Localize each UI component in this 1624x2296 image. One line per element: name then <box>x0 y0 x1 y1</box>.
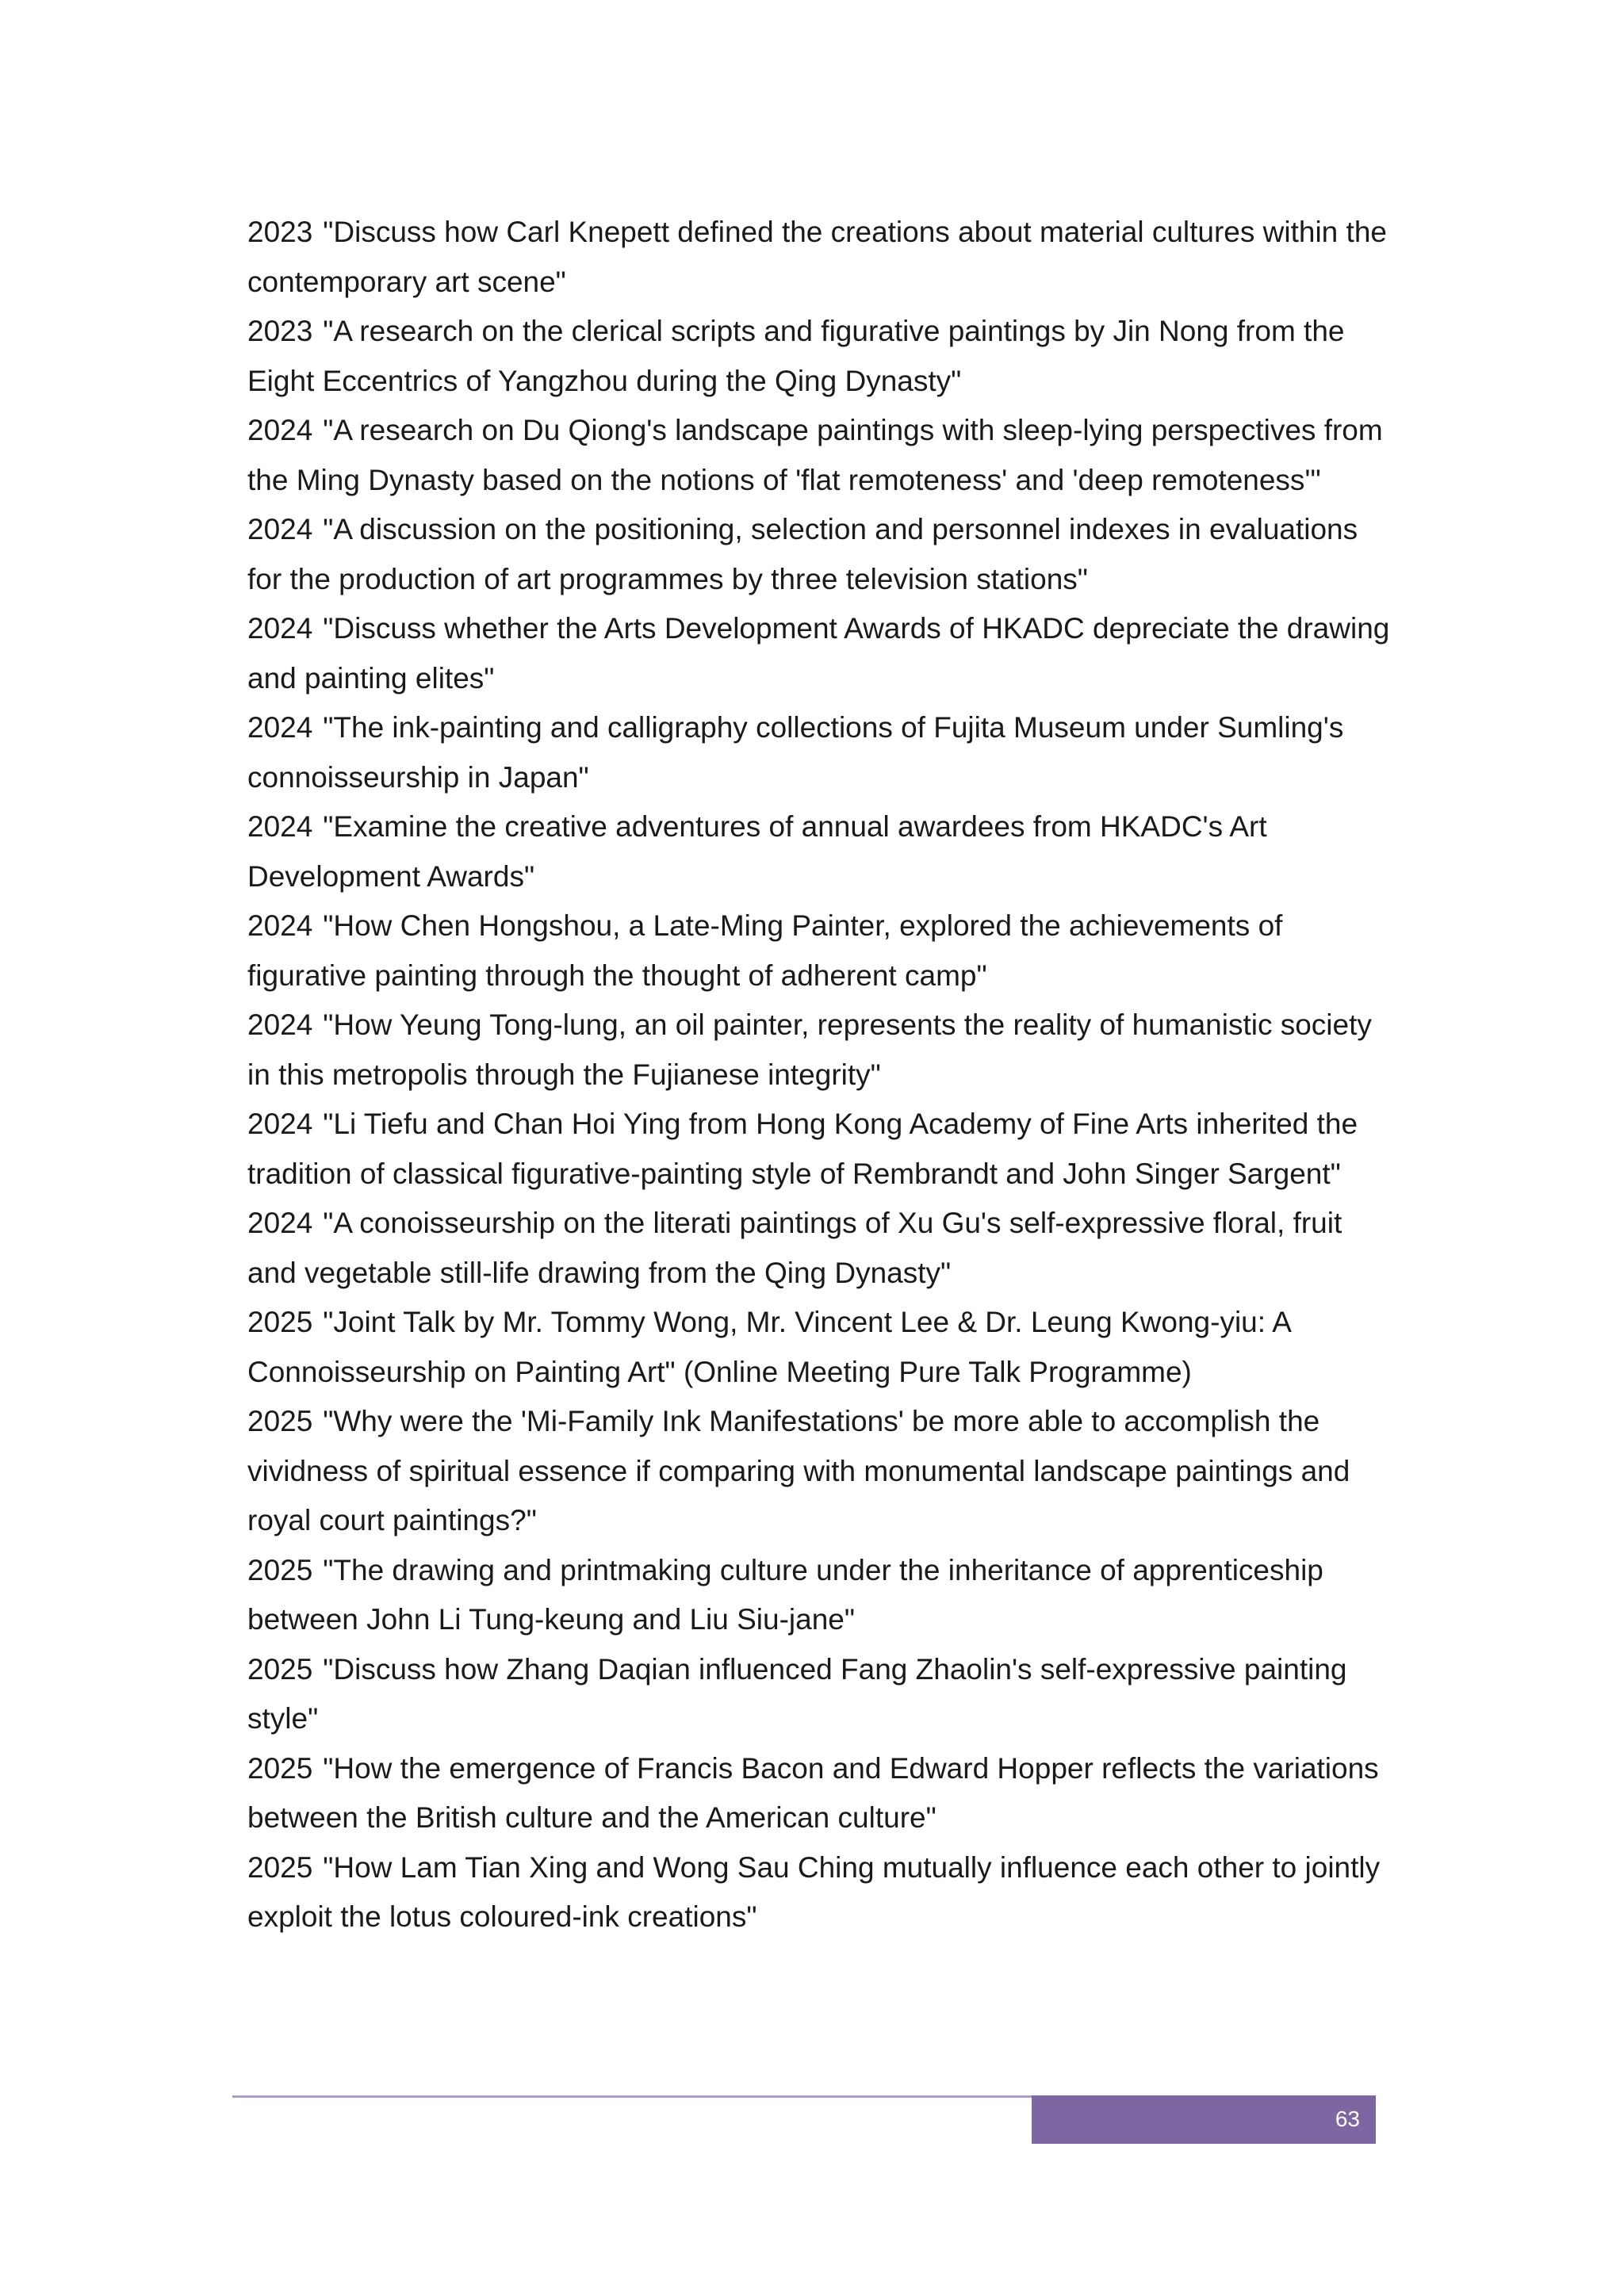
list-item <box>247 406 1397 505</box>
entry-title: "How Chen Hongshou, a Late-Ming Painter, explored the achievements of figurative painting through the thought of adherent camp" <box>247 909 1283 992</box>
talk-entry-list <box>247 208 1397 1942</box>
entry-year: 2024 <box>247 612 313 645</box>
page-number: 63 <box>1335 2107 1360 2131</box>
entry-year: 2024 <box>247 1008 313 1041</box>
list-item <box>247 1298 1397 1397</box>
list-item <box>247 1645 1397 1744</box>
entry-year: 2025 <box>247 1553 313 1586</box>
list-item <box>247 208 1397 307</box>
entry-title: "A research on the clerical scripts and figurative paintings by Jin Nong from the Eight Eccentrics of Yangzhou during the Qing Dynasty" <box>247 315 1345 397</box>
entry-title: "Examine the creative adventures of annual awardees from HKADC's Art Development Awards" <box>247 810 1267 893</box>
entry-year: 2024 <box>247 810 313 843</box>
list-item <box>247 901 1397 1001</box>
list-item <box>247 1100 1397 1199</box>
list-item <box>247 1199 1397 1298</box>
entry-year: 2025 <box>247 1850 313 1884</box>
entry-title: "Discuss whether the Arts Development Awards of HKADC depreciate the drawing and painting elites" <box>247 612 1390 695</box>
entry-year: 2023 <box>247 315 313 347</box>
entry-year: 2025 <box>247 1652 313 1686</box>
entry-title: "The drawing and printmaking culture under the inheritance of apprenticeship between John Li Tung-keung and Liu Siu-jane" <box>247 1553 1323 1636</box>
entry-title: "How the emergence of Francis Bacon and Edward Hopper reflects the variations between the British culture and the American culture" <box>247 1751 1379 1834</box>
entry-year: 2024 <box>247 711 313 744</box>
list-item <box>247 1744 1397 1843</box>
list-item <box>247 1546 1397 1645</box>
entry-year: 2025 <box>247 1306 313 1338</box>
list-item <box>247 505 1397 604</box>
entry-year: 2024 <box>247 1108 313 1140</box>
entry-year: 2024 <box>247 414 313 446</box>
entry-year: 2025 <box>247 1751 313 1785</box>
entry-title: "Discuss how Zhang Daqian influenced Fang Zhaolin's self-expressive painting style" <box>247 1652 1347 1735</box>
entry-title: "Discuss how Carl Knepett defined the creations about material cultures within the contemporary art scene" <box>247 216 1387 298</box>
entry-year: 2024 <box>247 1207 313 1239</box>
entry-year: 2024 <box>247 909 313 942</box>
list-item <box>247 703 1397 802</box>
page-number-badge <box>1032 2095 1376 2144</box>
entry-title: "Why were the 'Mi-Family Ink Manifestations' be more able to accomplish the vividness of spiritual essence if comparing with monumental landscape paintings and royal court paintings?" <box>247 1405 1350 1536</box>
list-item <box>247 307 1397 406</box>
entry-year: 2023 <box>247 216 313 248</box>
entry-title: "A discussion on the positioning, selection and personnel indexes in evaluations for the production of art programmes by three television stations" <box>247 513 1358 595</box>
entry-title: "A conoisseurship on the literati paintings of Xu Gu's self-expressive floral, fruit and vegetable still-life drawing from the Qing Dynasty" <box>247 1207 1342 1289</box>
entry-year: 2025 <box>247 1405 313 1437</box>
entry-title: "How Yeung Tong-lung, an oil painter, represents the reality of humanistic society in this metropolis through the Fujianese integrity" <box>247 1008 1372 1091</box>
entry-title: "Li Tiefu and Chan Hoi Ying from Hong Kong Academy of Fine Arts inherited the tradition of classical figurative-painting style of Rembrandt and John Singer Sargent" <box>247 1108 1358 1190</box>
list-item <box>247 604 1397 703</box>
list-item <box>247 802 1397 901</box>
list-item <box>247 1001 1397 1100</box>
entry-title: "A research on Du Qiong's landscape paintings with sleep-lying perspectives from the Ming Dynasty based on the notions of 'flat remoteness' and 'deep remoteness'" <box>247 414 1383 496</box>
entry-title: "Joint Talk by Mr. Tommy Wong, Mr. Vincent Lee & Dr. Leung Kwong-yiu: A Connoisseurship on Painting Art" (Online Meeting Pure Talk Programme) <box>247 1306 1290 1388</box>
list-item <box>247 1843 1397 1942</box>
entry-title: "The ink-painting and calligraphy collections of Fujita Museum under Sumling's connoisseurship in Japan" <box>247 711 1344 794</box>
list-item <box>247 1397 1397 1546</box>
entry-year: 2024 <box>247 513 313 545</box>
entry-title: "How Lam Tian Xing and Wong Sau Ching mutually influence each other to jointly exploit the lotus coloured-ink creations" <box>247 1850 1381 1933</box>
